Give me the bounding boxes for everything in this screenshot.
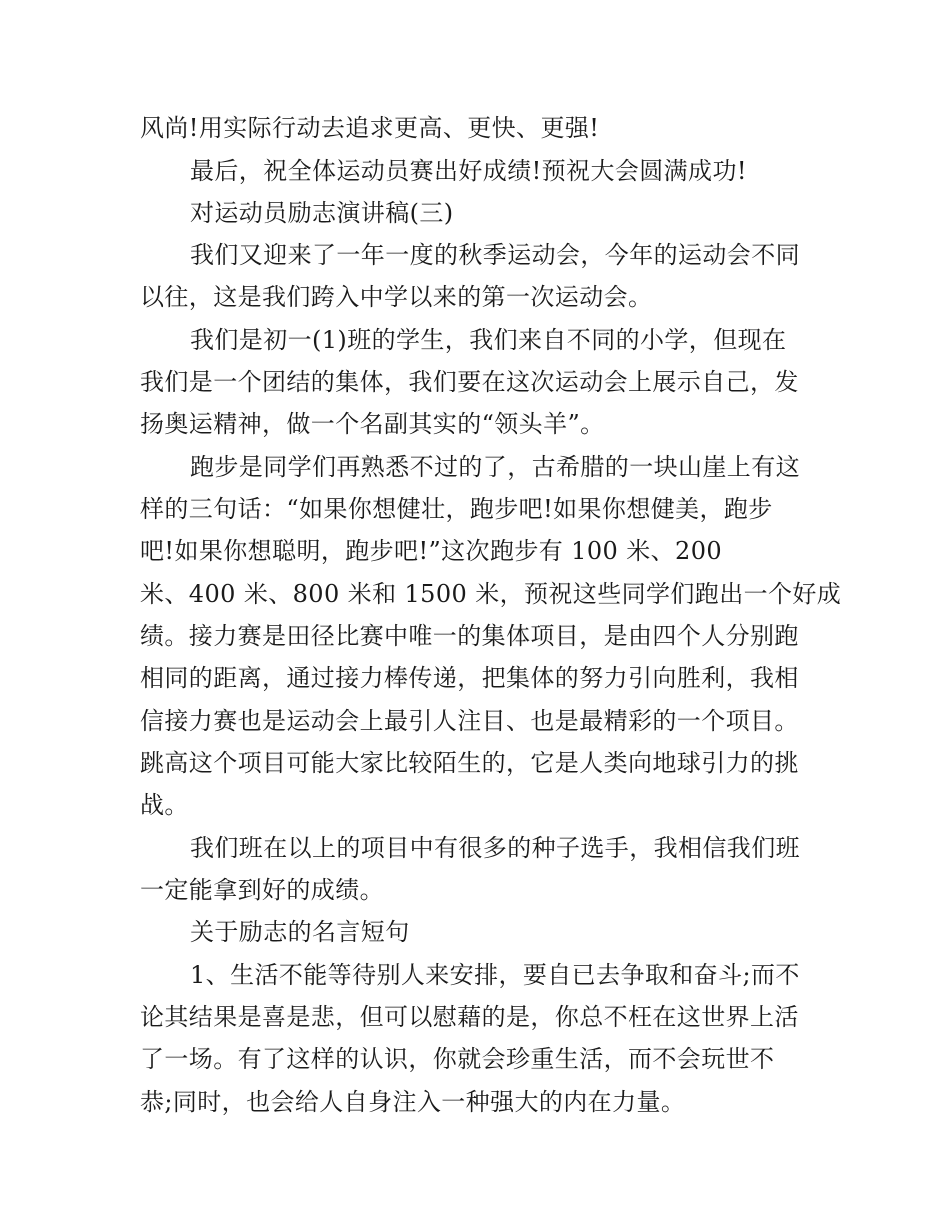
text-line: 一定能拿到好的成绩。: [140, 876, 384, 904]
text-line: 战。: [140, 791, 189, 819]
text-line: 风尚!用实际行动去追求更高、更快、更强!: [140, 114, 600, 142]
text-line: 样的三句话：“如果你想健壮，跑步吧!如果你想健美，跑步: [140, 495, 773, 523]
text-line: 我们班在以上的项目中有很多的种子选手，我相信我们班: [190, 834, 800, 862]
text-line: 1、生活不能等待别人来安排，要自已去争取和奋斗;而不: [190, 961, 800, 989]
text-line: 我们又迎来了一年一度的秋季运动会，今年的运动会不同: [190, 241, 800, 269]
text-line: 吧!如果你想聪明，跑步吧!”这次跑步有 100 米、200: [140, 537, 723, 565]
text-line: 我们是一个团结的集体，我们要在这次运动会上展示自己，发: [140, 368, 799, 396]
text-line: 了一场。有了这样的认识，你就会珍重生活，而不会玩世不: [140, 1045, 775, 1073]
text-line: 恭;同时，也会给人自身注入一种强大的内在力量。: [140, 1088, 686, 1116]
text-line: 最后，祝全体运动员赛出好成绩!预祝大会圆满成功!: [190, 157, 747, 185]
section-heading: 关于励志的名言短句: [190, 918, 410, 946]
text-line: 相同的距离，通过接力棒传递，把集体的努力引向胜利，我相: [140, 664, 799, 692]
text-line: 跳高这个项目可能大家比较陌生的，它是人类向地球引力的挑: [140, 749, 799, 777]
text-line: 跑步是同学们再熟悉不过的了，古希腊的一块山崖上有这: [190, 453, 800, 481]
text-line: 米、400 米、800 米和 1500 米，预祝这些同学们跑出一个好成: [140, 580, 842, 608]
section-heading: 对运动员励志演讲稿(三): [190, 199, 454, 227]
text-line: 以往，这是我们跨入中学以来的第一次运动会。: [140, 283, 653, 311]
text-line: 信接力赛也是运动会上最引人注目、也是最精彩的一个项目。: [140, 707, 799, 735]
text-line: 扬奥运精神，做一个名副其实的“领头羊”。: [140, 410, 605, 438]
text-line: 绩。接力赛是田径比赛中唯一的集体项目，是由四个人分别跑: [140, 622, 799, 650]
text-line: 论其结果是喜是悲，但可以慰藉的是，你总不枉在这世界上活: [140, 1003, 799, 1031]
text-line: 我们是初一(1)班的学生，我们来自不同的小学，但现在: [190, 326, 787, 354]
